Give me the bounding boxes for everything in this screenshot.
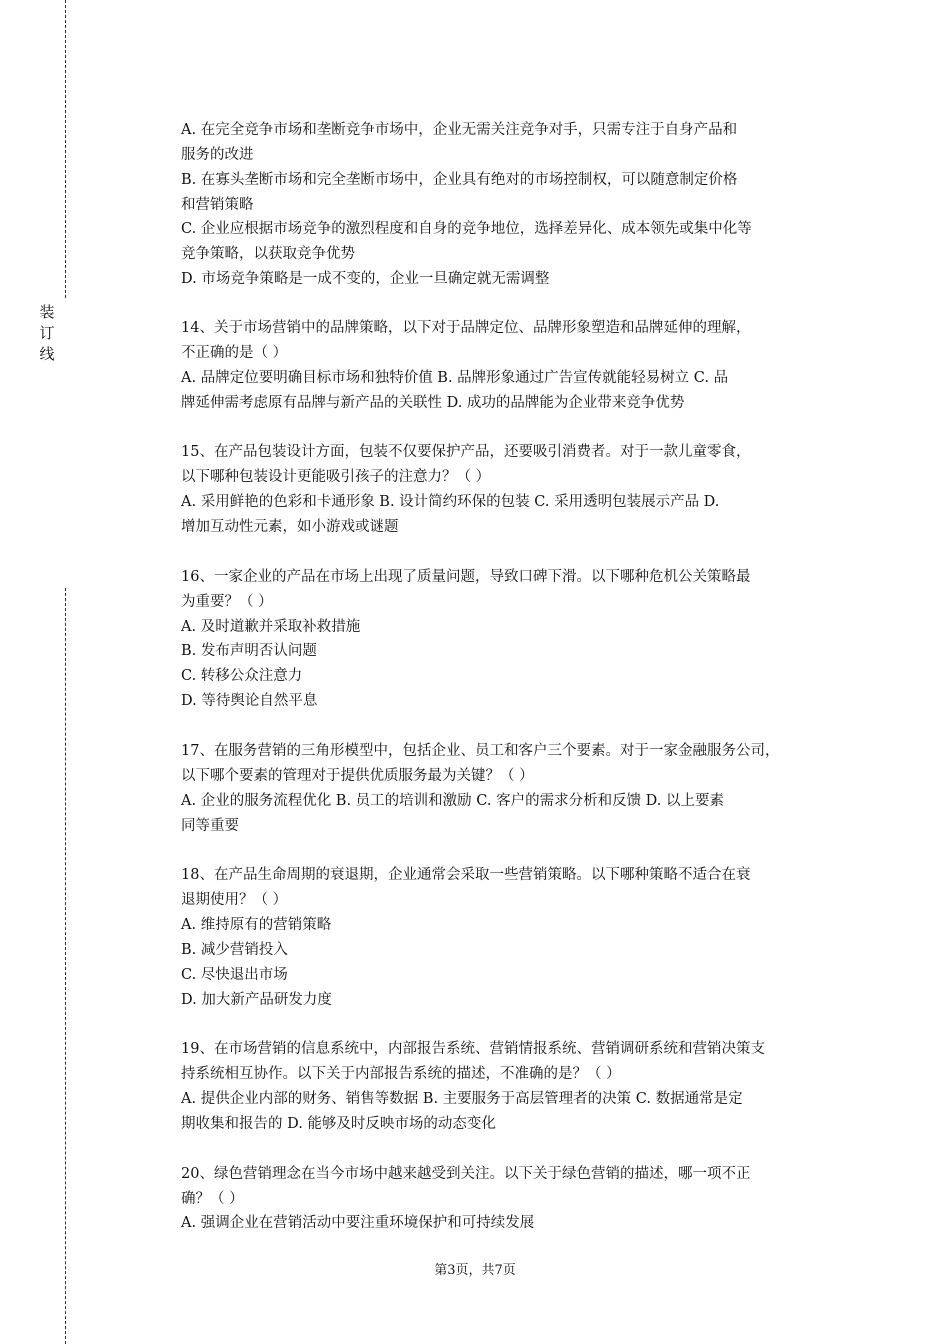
option-line: D. 等待舆论自然平息	[181, 693, 318, 709]
option-line: C. 企业应根据市场竞争的激烈程度和自身的竞争地位，选择差异化、成本领先或集中化等	[181, 221, 752, 237]
question-stem: 20、绿色营销理念在当今市场中越来越受到关注。以下关于绿色营销的描述，哪一项不正	[181, 1166, 751, 1182]
question-stem: 退期使用？（ ）	[181, 892, 288, 908]
option-line: 同等重要	[181, 818, 239, 834]
option-line: A. 品牌定位要明确目标市场和独特价值 B. 品牌形象通过广告宣传就能轻易树立 C. 品	[181, 370, 729, 386]
option-line: A. 强调企业在营销活动中要注重环境保护和可持续发展	[181, 1215, 535, 1231]
question-stem: 以下哪个要素的管理对于提供优质服务最为关键？（ ）	[181, 768, 534, 784]
option-line: 和营销策略	[181, 197, 254, 213]
question-stem: 18、在产品生命周期的衰退期，企业通常会采取一些营销策略。以下哪种策略不适合在衰	[181, 867, 751, 883]
binding-char: 线	[39, 345, 55, 363]
binding-label	[38, 302, 56, 365]
question-stem: 不正确的是（ ）	[181, 345, 288, 361]
option-line: A. 采用鲜艳的色彩和卡通形象 B. 设计简约环保的包装 C. 采用透明包装展示产品 D.	[181, 494, 720, 510]
option-line: B. 在寡头垄断市场和完全垄断市场中，企业具有绝对的市场控制权，可以随意制定价格	[181, 172, 738, 188]
option-line: A. 及时道歉并采取补救措施	[181, 619, 361, 635]
option-line: 牌延伸需考虑原有品牌与新产品的关联性 D. 成功的品牌能为企业带来竞争优势	[181, 395, 685, 411]
option-line: C. 转移公众注意力	[181, 668, 303, 684]
option-line: B. 发布声明否认问题	[181, 643, 317, 659]
option-line: A. 在完全竞争市场和垄断竞争市场中，企业无需关注竞争对手，只需专注于自身产品和	[181, 122, 738, 138]
binding-dashed-line-bottom	[65, 588, 66, 1344]
question-stem: 以下哪种包装设计更能吸引孩子的注意力？（ ）	[181, 469, 491, 485]
option-line: B. 减少营销投入	[181, 942, 288, 958]
page-footer: 第3页，共7页	[434, 1263, 516, 1278]
question-stem: 17、在服务营销的三角形模型中，包括企业、员工和客户三个要素。对于一家金融服务公司，	[181, 743, 780, 759]
binding-char: 订	[39, 324, 55, 342]
question-stem: 确？（ ）	[181, 1191, 244, 1207]
question-stem: 19、在市场营销的信息系统中，内部报告系统、营销情报系统、营销调研系统和营销决策支	[181, 1041, 765, 1057]
option-line: D. 市场竞争策略是一成不变的，企业一旦确定就无需调整	[181, 271, 550, 287]
option-line: 期收集和报告的 D. 能够及时反映市场的动态变化	[181, 1116, 496, 1132]
option-line: A. 企业的服务流程优化 B. 员工的培训和激励 C. 客户的需求分析和反馈 D. 以上要素	[181, 793, 725, 809]
option-line: D. 加大新产品研发力度	[181, 992, 332, 1008]
question-stem: 为重要？（ ）	[181, 594, 273, 610]
question-stem: 15、在产品包装设计方面，包装不仅要保护产品，还要吸引消费者。对于一款儿童零食，	[181, 444, 751, 460]
binding-dashed-line-top	[65, 0, 66, 298]
option-line: 竞争策略，以获取竞争优势	[181, 246, 355, 262]
option-line: 增加互动性元素，如小游戏或谜题	[181, 519, 399, 535]
question-stem: 14、关于市场营销中的品牌策略，以下对于品牌定位、品牌形象塑造和品牌延伸的理解，	[181, 320, 751, 336]
option-line: 服务的改进	[181, 147, 254, 163]
question-stem: 持系统相互协作。以下关于内部报告系统的描述，不准确的是？（ ）	[181, 1066, 621, 1082]
option-line: A. 提供企业内部的财务、销售等数据 B. 主要服务于高层管理者的决策 C. 数据通常是定	[181, 1091, 743, 1107]
option-line: C. 尽快退出市场	[181, 967, 288, 983]
option-line: A. 维持原有的营销策略	[181, 917, 332, 933]
binding-char: 装	[39, 303, 55, 321]
question-stem: 16、一家企业的产品在市场上出现了质量问题，导致口碑下滑。以下哪种危机公关策略最	[181, 569, 751, 585]
